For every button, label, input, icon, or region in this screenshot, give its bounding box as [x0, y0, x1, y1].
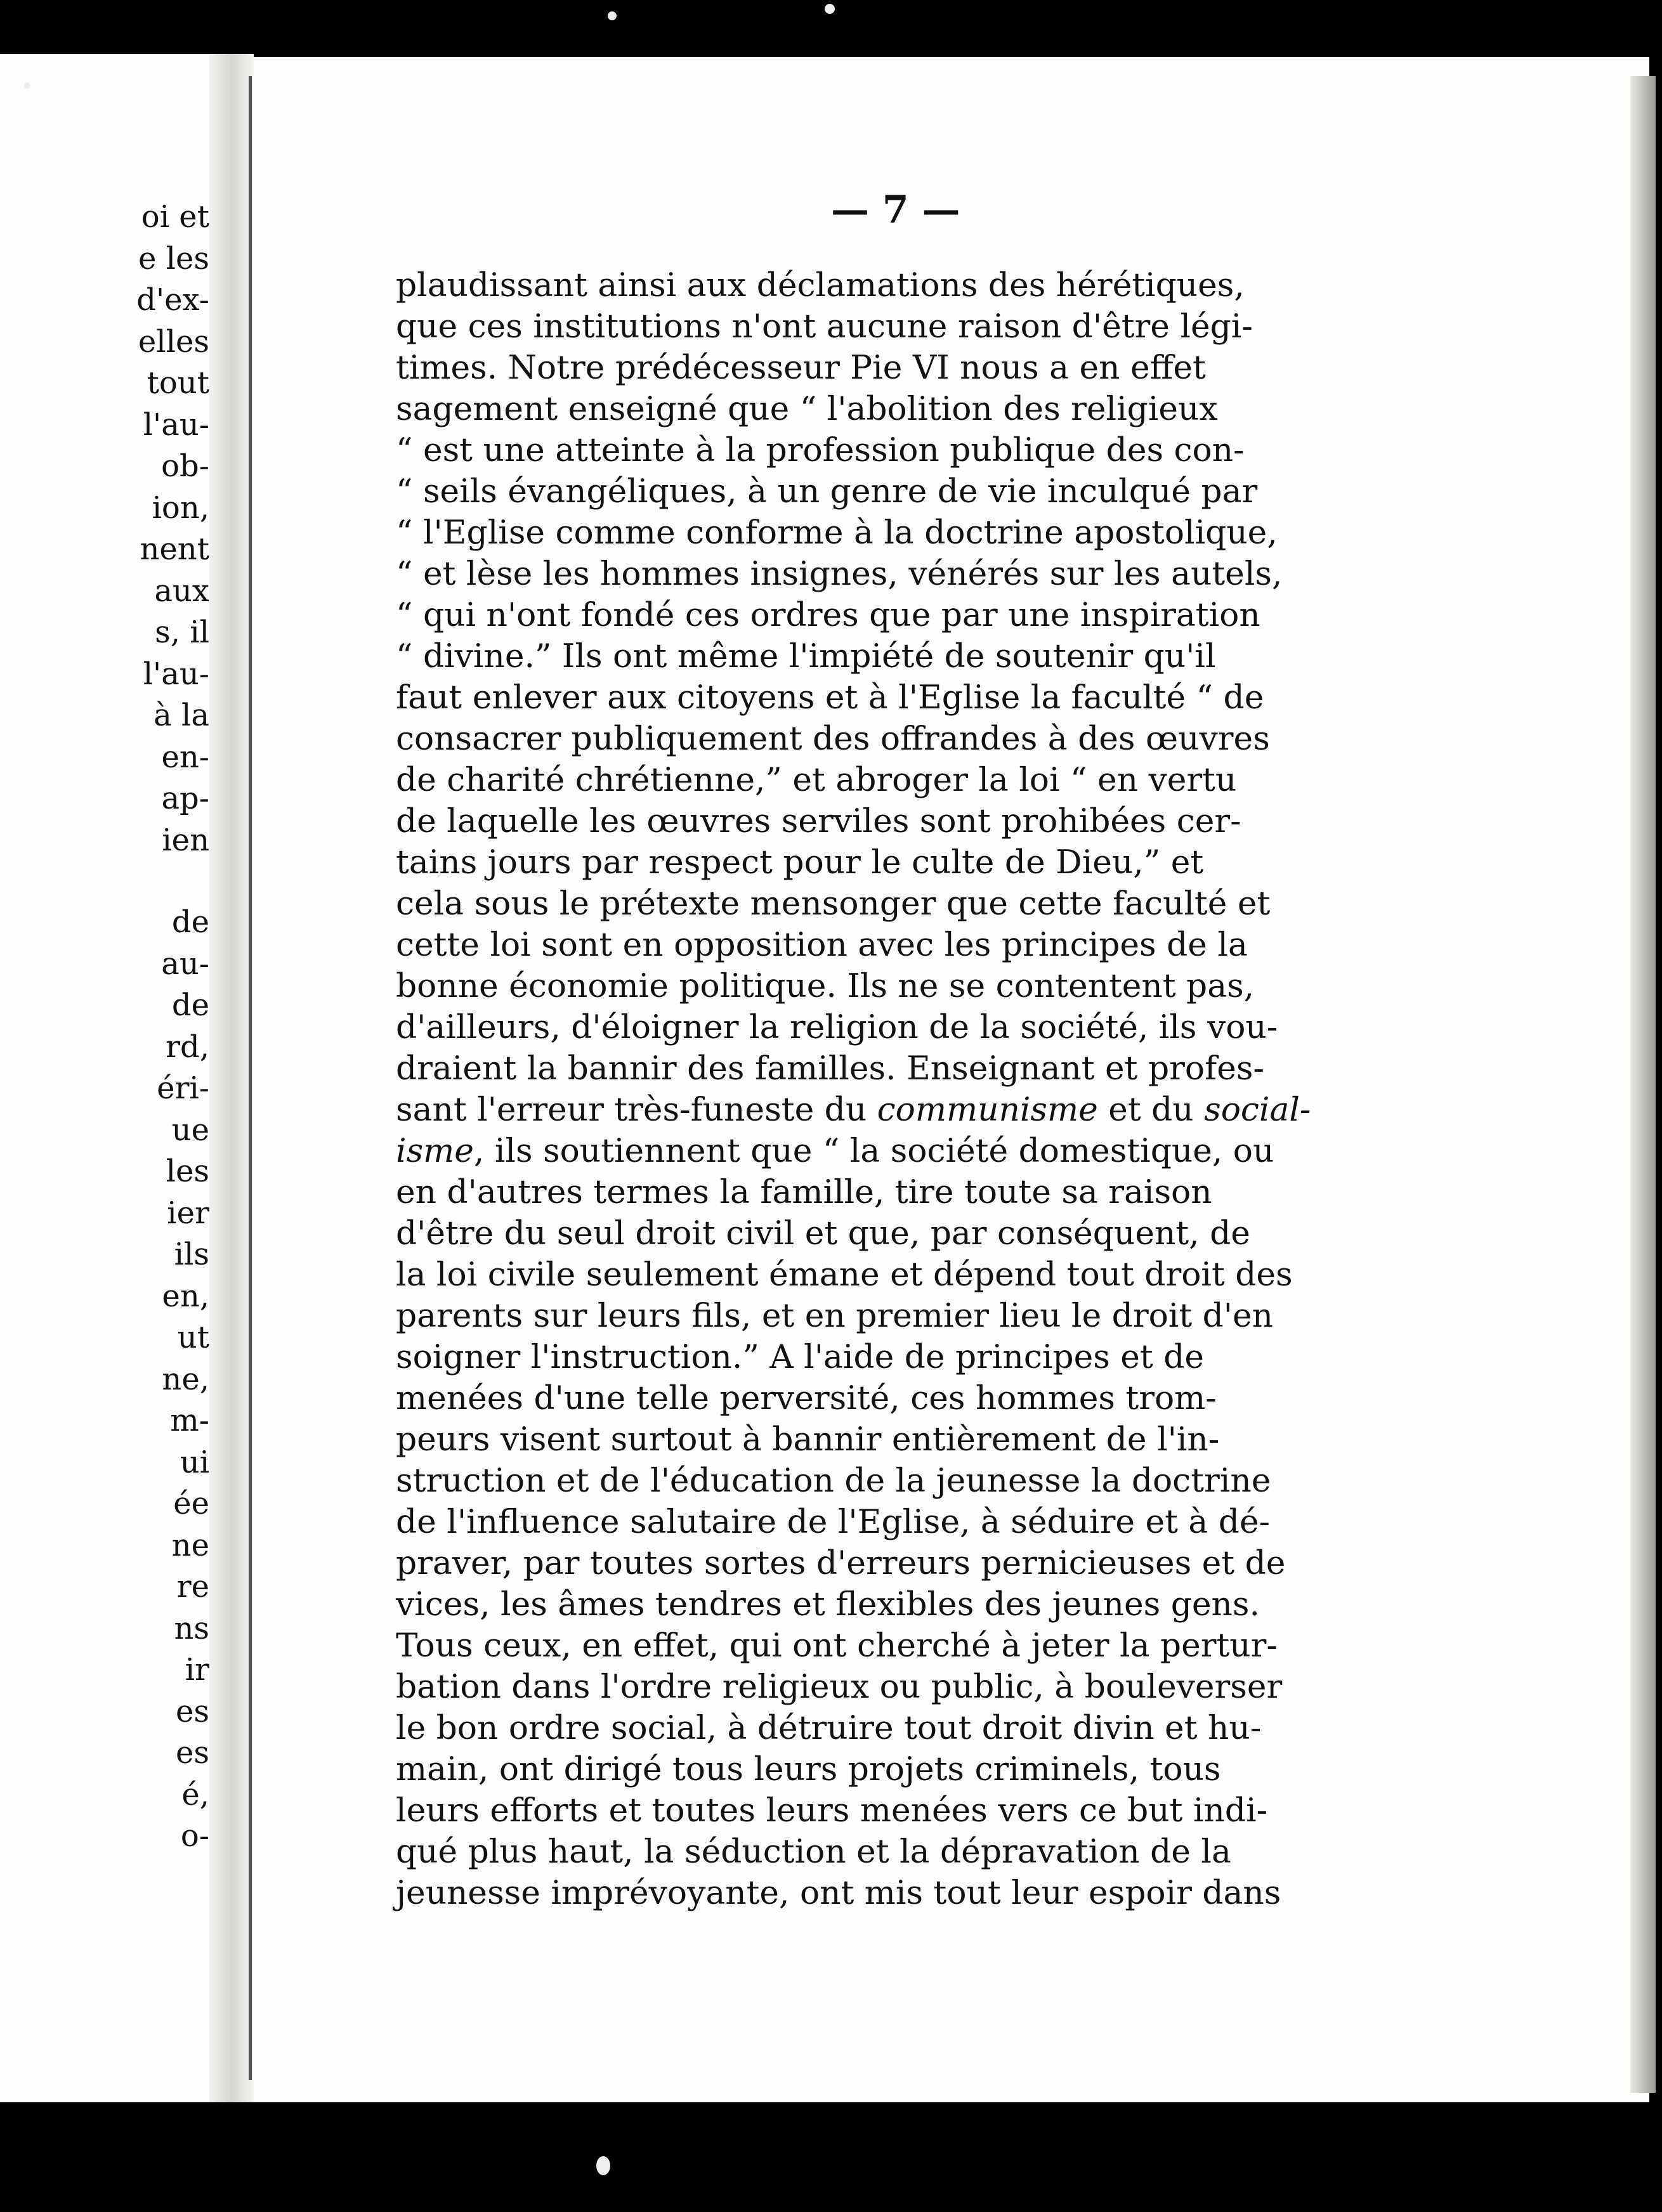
text-line: consacrer publiquement des offrandes à des œuvres: [396, 720, 1270, 758]
text-line: plaudissant ainsi aux déclamations des hérétiques,: [396, 266, 1245, 304]
fragment-line: ien: [162, 822, 209, 858]
fold-line: [249, 76, 252, 2080]
text-line: [396, 1131, 1396, 1172]
text-line: struction et de l'éducation de la jeunesse la doctrine: [396, 1462, 1271, 1500]
fragment-line: les: [166, 1154, 209, 1189]
text-line: en d'autres termes la famille, tire toute sa raison: [396, 1173, 1212, 1211]
fragment-line: rd,: [166, 1029, 209, 1065]
fragment-line: ns: [174, 1610, 209, 1646]
text-line: faut enlever aux citoyens et à l'Eglise la faculté “ de: [396, 679, 1264, 717]
text-line: le bon ordre social, à détruire tout droit divin et hu-: [396, 1709, 1262, 1747]
text-line: qué plus haut, la séduction et la dépravation de la: [396, 1833, 1231, 1871]
text-line: bation dans l'ordre religieux ou public, à bouleverser: [396, 1668, 1283, 1706]
speck: [596, 2156, 610, 2175]
text-line: cela sous le prétexte mensonger que cette faculté et: [396, 885, 1271, 923]
text-line: parents sur leurs fils, et en premier lieu le droit d'en: [396, 1297, 1274, 1335]
text-line: de charité chrétienne,” et abroger la loi “ en vertu: [396, 761, 1237, 799]
fragment-line: à la: [154, 698, 209, 733]
fragment-line: l'au-: [143, 656, 209, 692]
text-line: leurs efforts et toutes leurs menées vers ce but indi-: [396, 1792, 1268, 1830]
text-line: “ et lèse les hommes insignes, vénérés sur les autels,: [396, 555, 1283, 593]
fragment-line: ne,: [162, 1361, 209, 1397]
fragment-line: l'au-: [143, 407, 209, 443]
left-page-fragments: [0, 197, 209, 1857]
fragment-line: aux: [154, 573, 209, 609]
fragment-line: ob-: [161, 448, 209, 484]
text-line: [396, 1090, 1396, 1131]
text-line: menées d'une telle perversité, ces hommes trom-: [396, 1379, 1217, 1417]
fragment-line: nent: [140, 531, 209, 567]
text-line: “ l'Eglise comme conforme à la doctrine apostolique,: [396, 514, 1278, 552]
fragment-line: m-: [170, 1403, 209, 1438]
fragment-line: ue: [171, 1112, 209, 1148]
text-segment: , ils soutiennent que “ la société domestique, ou: [473, 1132, 1274, 1170]
speck: [825, 4, 835, 14]
fragment-line: ils: [174, 1237, 209, 1272]
text-line: bonne économie politique. Ils ne se contentent pas,: [396, 967, 1255, 1005]
fragment-line: en-: [161, 739, 209, 775]
speck: [608, 11, 617, 20]
fragment-line: tout: [147, 365, 209, 401]
fragment-line: d'ex-: [136, 282, 209, 318]
fragment-line: re: [176, 1569, 209, 1604]
text-line: tains jours par respect pour le culte de Dieu,” et: [396, 843, 1204, 882]
text-line: “ qui n'ont fondé ces ordres que par une inspiration: [396, 596, 1260, 634]
fragment-line: en,: [162, 1278, 209, 1314]
body-text: [396, 265, 1396, 1914]
text-line: draient la bannir des familles. Enseignant et profes-: [396, 1050, 1264, 1088]
fragment-line: éri-: [157, 1070, 209, 1106]
text-line: la loi civile seulement émane et dépend tout droit des: [396, 1256, 1293, 1294]
page-edge-shadow: [1630, 76, 1656, 2093]
italic-term-communisme: communisme: [877, 1091, 1098, 1129]
text-line: “ est une atteinte à la profession publique des con-: [396, 431, 1245, 469]
fragment-line: de: [171, 987, 209, 1023]
text-line: times. Notre prédécesseur Pie VI nous a en effet: [396, 349, 1206, 387]
italic-term-socialisme-end: isme: [396, 1132, 474, 1170]
fragment-line: de: [171, 904, 209, 940]
text-segment: sant l'erreur très-funeste du: [396, 1091, 877, 1129]
text-line: sagement enseigné que “ l'abolition des religieux: [396, 390, 1218, 428]
text-line: jeunesse imprévoyante, ont mis tout leur espoir dans: [396, 1874, 1281, 1912]
text-line: soigner l'instruction.” A l'aide de principes et de: [396, 1338, 1205, 1376]
text-line: vices, les âmes tendres et flexibles des jeunes gens.: [396, 1585, 1260, 1623]
italic-term-socialisme: social-: [1204, 1091, 1311, 1129]
fragment-line: es: [175, 1693, 209, 1729]
text-line: que ces institutions n'ont aucune raison d'être légi-: [396, 308, 1253, 346]
fragment-line: elles: [138, 323, 209, 360]
text-line: d'être du seul droit civil et que, par conséquent, de: [396, 1214, 1250, 1252]
fragment-line: oi et: [141, 199, 209, 235]
fragment-line: ui: [180, 1444, 209, 1480]
fragment-line: ne: [171, 1527, 209, 1563]
speck: [24, 82, 30, 89]
text-line: peurs visent surtout à bannir entièrement de l'in-: [396, 1421, 1220, 1459]
fragment-line: e les: [138, 240, 209, 276]
text-line: Tous ceux, en effet, qui ont cherché à jeter la pertur-: [396, 1627, 1278, 1665]
fragment-line: s, il: [155, 615, 209, 650]
fragment-line: ir: [185, 1652, 209, 1688]
fragment-line: ion,: [152, 490, 209, 526]
text-line: cette loi sont en opposition avec les principes de la: [396, 926, 1248, 964]
fragment-line: ier: [167, 1195, 209, 1231]
fragment-line: ée: [173, 1486, 209, 1521]
text-line: “ seils évangéliques, à un genre de vie inculqué par: [396, 472, 1258, 511]
text-segment: et du: [1097, 1091, 1205, 1129]
fragment-line: o-: [180, 1818, 209, 1854]
text-line: praver, par toutes sortes d'erreurs pernicieuses et de: [396, 1544, 1286, 1582]
text-line: main, ont dirigé tous leurs projets criminels, tous: [396, 1750, 1221, 1788]
fragment-line: ap-: [161, 781, 209, 816]
page-number: — 7 —: [831, 188, 960, 232]
fragment-line: au-: [161, 946, 209, 982]
text-line: de laquelle les œuvres serviles sont prohibées cer-: [396, 802, 1241, 840]
fragment-line: ut: [177, 1320, 209, 1355]
text-line: de l'influence salutaire de l'Eglise, à séduire et à dé-: [396, 1503, 1271, 1541]
book-gutter: [209, 54, 254, 2102]
fragment-line: es: [175, 1735, 209, 1771]
fragment-line: é,: [181, 1776, 209, 1812]
text-line: d'ailleurs, d'éloigner la religion de la société, ils vou-: [396, 1008, 1278, 1046]
text-line: “ divine.” Ils ont même l'impiété de soutenir qu'il: [396, 637, 1216, 675]
